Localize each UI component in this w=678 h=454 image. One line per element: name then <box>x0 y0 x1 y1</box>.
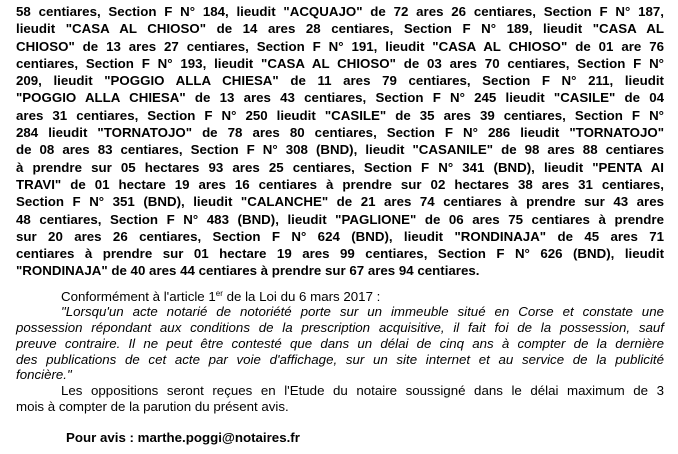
quote-line: "Lorsqu'un acte notarié de notoriété porte sur un immeuble situé en Corse et constate une <box>61 304 664 320</box>
parcel-line: de 08 ares 83 centiares, Section F N° 308 (BND), lieudit "CASANILE" de 98 ares 88 centiares <box>16 142 664 158</box>
ordinal-superscript: er <box>215 288 223 298</box>
opposition-line: mois à compter de la parution du présent avis. <box>16 398 289 414</box>
parcel-line: lieudit "CASA AL CHIOSO" de 14 ares 28 centiares, Section F N° 189, lieudit "CASA AL <box>16 21 664 37</box>
parcel-line: TRAVI" de 01 hectare 19 ares 16 centiares à prendre sur 02 hectares 38 ares 31 centiares, <box>16 176 664 192</box>
parcel-line: à prendre sur 05 hectares 93 ares 25 centiares, Section F N° 341 (BND), lieudit "PENTA AI <box>16 159 664 175</box>
legal-paragraph <box>16 289 664 415</box>
parcel-line: 209, lieudit "POGGIO ALLA CHIESA" de 11 ares 79 centiares, Section F N° 211, lieudit <box>16 73 664 89</box>
parcel-line: Section F N° 351 (BND), lieudit "CALANCHE" de 21 ares 74 centiares à prendre sur 43 ares <box>16 194 664 210</box>
parcel-list-paragraph <box>16 3 664 280</box>
legal-reference <box>16 289 664 305</box>
quote-line: foncière." <box>16 367 72 383</box>
opposition-line: Les oppositions seront reçues en l'Etude du notaire soussigné dans le délai maximum de 3 <box>61 382 664 398</box>
parcel-line: 284 lieudit "TORNATOJO" de 78 ares 80 centiares, Section F N° 286 lieudit "TORNATOJO" <box>16 125 664 141</box>
quote-line: preuve contraire. Il ne peut être contesté que dans un délai de cinq ans à compter de la dernière <box>16 335 664 351</box>
quote-line: des publications de cet acte par voie d'affichage, sur un site internet et au service de la publicité <box>16 351 664 367</box>
parcel-line: centiares à prendre sur 01 hectare 19 ares 99 centiares, Section F N° 626 (BND), lieudit <box>16 246 664 262</box>
parcel-line: CHIOSO" de 13 ares 27 centiares, Section F N° 191, lieudit "CASA AL CHIOSO" de 01 are 76 <box>16 38 664 54</box>
parcel-line: "RONDINAJA" de 40 ares 44 centiares à prendre sur 67 ares 94 centiares. <box>16 263 480 279</box>
notice-document <box>16 3 664 414</box>
quote-line: possession répondant aux conditions de la prescription acquisitive, il fait foi de la possession, sauf <box>16 320 664 336</box>
opposition-paragraph <box>16 383 664 414</box>
law-quote <box>16 304 664 383</box>
parcel-line: 58 centiares, Section F N° 184, lieudit "ACQUAJO" de 72 ares 26 centiares, Section F N° 187, <box>16 4 664 19</box>
parcel-line: sur 20 ares 26 centiares, Section F N° 624 (BND), lieudit "RONDINAJA" de 45 ares 71 <box>16 228 664 244</box>
parcel-line: ares 31 centiares, Section F N° 250 lieudit "CASILE" de 35 ares 39 centiares, Section F N° <box>16 107 664 123</box>
legal-reference-tail: de la Loi du 6 mars 2017 : <box>222 288 381 304</box>
legal-reference-text: Conformément à l'article 1 <box>61 288 216 304</box>
contact-footer: Pour avis : marthe.poggi@notaires.fr <box>66 430 300 445</box>
parcel-line: "POGGIO ALLA CHIESA" de 13 ares 43 centiares, Section F N° 245 lieudit "CASILE" de 04 <box>16 90 664 106</box>
parcel-line: centiares, Section F N° 193, lieudit "CASA AL CHIOSO" de 03 ares 70 centiares, Section F N° <box>16 55 664 71</box>
parcel-line: 48 centiares, Section F N° 483 (BND), lieudit "PAGLIONE" de 06 ares 75 centiares à prendre <box>16 211 664 227</box>
